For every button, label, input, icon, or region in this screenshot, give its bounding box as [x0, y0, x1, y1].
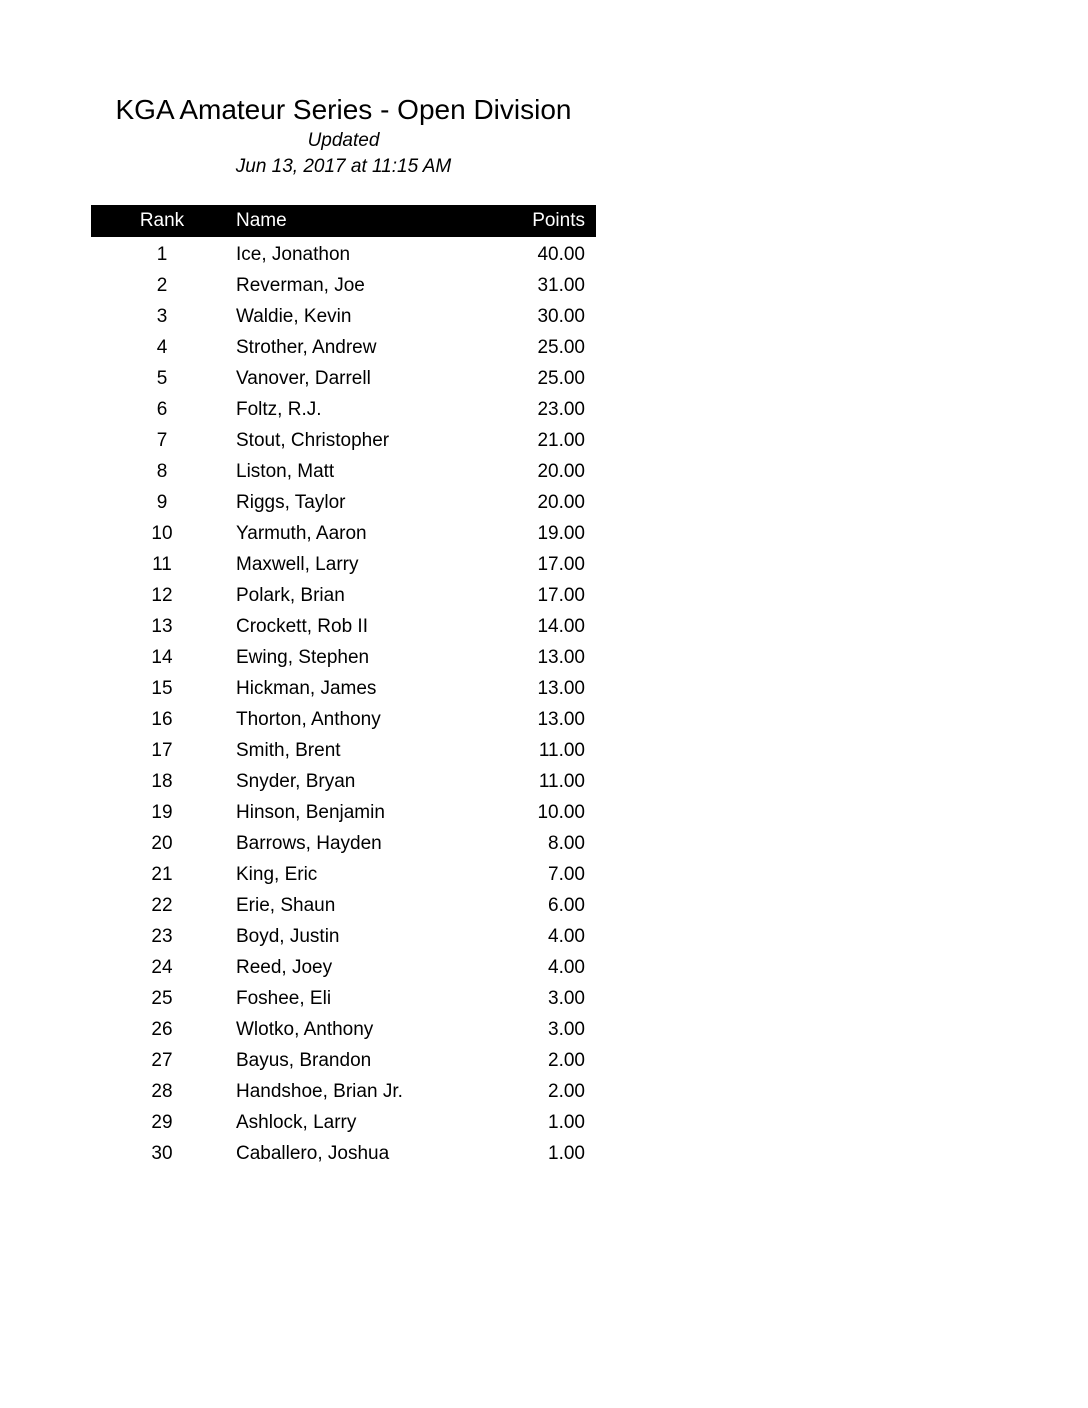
row-rank: 5 — [156, 367, 168, 389]
row-points: 23.00 — [537, 398, 585, 420]
row-name: Ewing, Stephen — [236, 646, 370, 668]
table-row — [91, 1076, 596, 1107]
row-rank: 23 — [151, 925, 173, 947]
row-points: 1.00 — [548, 1111, 585, 1133]
table-row — [91, 549, 596, 580]
row-name: Wlotko, Anthony — [236, 1018, 374, 1040]
row-rank: 1 — [156, 243, 168, 265]
table-row — [91, 518, 596, 549]
table-row — [91, 394, 596, 425]
row-rank: 4 — [156, 336, 168, 358]
row-points: 6.00 — [548, 894, 585, 916]
row-rank: 15 — [151, 677, 173, 699]
row-name: Snyder, Bryan — [236, 770, 356, 792]
table-row — [91, 425, 596, 456]
row-points: 30.00 — [537, 305, 585, 327]
row-name: Reed, Joey — [236, 956, 333, 978]
row-rank: 19 — [151, 801, 173, 823]
table-row — [91, 363, 596, 394]
table-header — [91, 205, 596, 237]
row-rank: 11 — [152, 553, 172, 575]
table-row — [91, 797, 596, 828]
row-name: Thorton, Anthony — [236, 708, 381, 730]
table-row — [91, 890, 596, 921]
row-rank: 29 — [151, 1111, 173, 1133]
row-points: 11.00 — [538, 739, 585, 761]
row-name: Hickman, James — [236, 677, 377, 699]
row-rank: 17 — [151, 739, 173, 761]
row-rank: 25 — [151, 987, 173, 1009]
row-points: 19.00 — [537, 522, 585, 544]
table-row — [91, 301, 596, 332]
table-row — [91, 1014, 596, 1045]
row-name: Smith, Brent — [236, 739, 341, 761]
table-row — [91, 952, 596, 983]
row-points: 13.00 — [537, 646, 585, 668]
row-points: 10.00 — [537, 801, 585, 823]
row-points: 25.00 — [537, 367, 585, 389]
row-name: Ashlock, Larry — [236, 1111, 357, 1133]
standings-table — [91, 205, 596, 1169]
row-points: 17.00 — [537, 553, 585, 575]
table-row — [91, 332, 596, 363]
table-row — [91, 704, 596, 735]
row-name: Maxwell, Larry — [236, 553, 359, 575]
row-points: 40.00 — [537, 243, 585, 265]
row-points: 4.00 — [548, 925, 585, 947]
row-rank: 22 — [151, 894, 173, 916]
row-rank: 10 — [151, 522, 173, 544]
row-points: 2.00 — [548, 1049, 585, 1071]
row-name: King, Eric — [236, 863, 318, 885]
row-name: Barrows, Hayden — [236, 832, 382, 854]
table-row — [91, 239, 596, 270]
row-rank: 12 — [151, 584, 173, 606]
header-points: Points — [532, 210, 585, 231]
row-points: 1.00 — [548, 1142, 585, 1164]
row-name: Liston, Matt — [236, 460, 335, 482]
row-points: 7.00 — [548, 863, 585, 885]
table-row — [91, 580, 596, 611]
table-row — [91, 766, 596, 797]
row-points: 20.00 — [537, 460, 585, 482]
row-points: 3.00 — [548, 1018, 585, 1040]
row-rank: 24 — [151, 956, 173, 978]
row-points: 4.00 — [548, 956, 585, 978]
table-row — [91, 487, 596, 518]
table-row — [91, 642, 596, 673]
row-points: 8.00 — [548, 832, 585, 854]
row-rank: 6 — [156, 398, 168, 420]
row-name: Strother, Andrew — [236, 336, 377, 358]
row-name: Foshee, Eli — [236, 987, 332, 1009]
row-name: Riggs, Taylor — [236, 491, 346, 513]
row-name: Handshoe, Brian Jr. — [236, 1080, 403, 1102]
row-rank: 14 — [151, 646, 173, 668]
table-row — [91, 673, 596, 704]
row-name: Polark, Brian — [236, 584, 345, 606]
row-name: Stout, Christopher — [236, 429, 390, 451]
row-name: Erie, Shaun — [236, 894, 336, 916]
updated-timestamp: Jun 13, 2017 at 11:15 AM — [235, 156, 452, 177]
row-rank: 16 — [151, 708, 173, 730]
row-name: Foltz, R.J. — [236, 398, 322, 420]
row-rank: 27 — [151, 1049, 173, 1071]
row-name: Crockett, Rob II — [236, 615, 368, 637]
row-points: 2.00 — [548, 1080, 585, 1102]
table-row — [91, 1107, 596, 1138]
row-points: 14.00 — [537, 615, 585, 637]
row-rank: 2 — [156, 274, 168, 296]
row-points: 21.00 — [537, 429, 585, 451]
row-rank: 26 — [151, 1018, 173, 1040]
row-points: 31.00 — [537, 274, 585, 296]
row-rank: 8 — [156, 460, 168, 482]
row-name: Caballero, Joshua — [236, 1142, 390, 1164]
row-points: 13.00 — [537, 708, 585, 730]
table-row — [91, 983, 596, 1014]
row-points: 11.00 — [538, 770, 585, 792]
row-points: 3.00 — [548, 987, 585, 1009]
row-name: Ice, Jonathon — [236, 243, 351, 265]
table-row — [91, 921, 596, 952]
table-row — [91, 270, 596, 301]
page-title: KGA Amateur Series - Open Division — [115, 94, 572, 125]
row-name: Vanover, Darrell — [236, 367, 371, 389]
row-rank: 7 — [156, 429, 168, 451]
header-name: Name — [236, 210, 287, 231]
row-rank: 9 — [156, 491, 168, 513]
row-name: Bayus, Brandon — [236, 1049, 372, 1071]
table-row — [91, 1045, 596, 1076]
row-name: Reverman, Joe — [236, 274, 365, 296]
table-row — [91, 1138, 596, 1169]
table-row — [91, 859, 596, 890]
updated-label: Updated — [307, 130, 380, 151]
row-rank: 3 — [156, 305, 168, 327]
table-row — [91, 828, 596, 859]
table-row — [91, 456, 596, 487]
table-body — [91, 237, 596, 1169]
row-points: 25.00 — [537, 336, 585, 358]
table-row — [91, 735, 596, 766]
row-rank: 13 — [151, 615, 173, 637]
row-points: 17.00 — [537, 584, 585, 606]
row-name: Boyd, Justin — [236, 925, 340, 947]
row-rank: 18 — [151, 770, 173, 792]
row-points: 13.00 — [537, 677, 585, 699]
row-rank: 30 — [151, 1142, 173, 1164]
row-name: Waldie, Kevin — [236, 305, 352, 327]
row-rank: 28 — [151, 1080, 173, 1102]
row-points: 20.00 — [537, 491, 585, 513]
header-rank: Rank — [139, 210, 185, 231]
row-rank: 20 — [151, 832, 173, 854]
row-name: Yarmuth, Aaron — [236, 522, 367, 544]
row-rank: 21 — [151, 863, 173, 885]
row-name: Hinson, Benjamin — [236, 801, 385, 823]
table-row — [91, 611, 596, 642]
